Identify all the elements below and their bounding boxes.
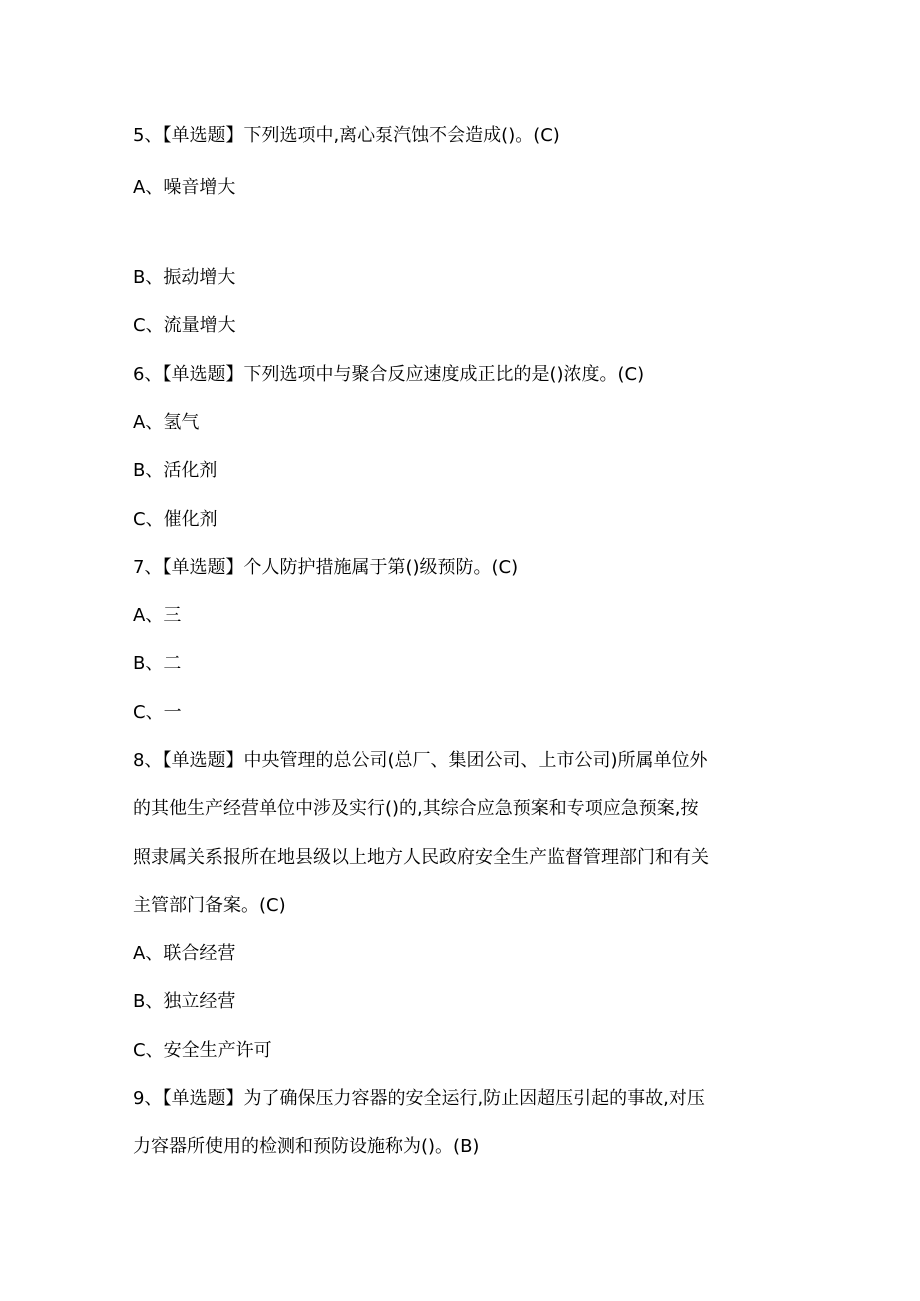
- question-6-option-b: B、活化剂: [133, 460, 218, 481]
- question-8-text-line-2: 的其他生产经营单位中涉及实行()的,其综合应急预案和专项应急预案,按: [133, 798, 699, 819]
- question-8-text-line-3: 照隶属关系报所在地县级以上地方人民政府安全生产监督管理部门和有关: [133, 847, 709, 868]
- question-5-option-c: C、流量增大: [133, 315, 236, 336]
- question-7-option-b: B、二: [133, 653, 182, 674]
- question-7-option-c: C、一: [133, 702, 182, 723]
- question-6-option-c: C、催化剂: [133, 509, 218, 530]
- question-5-option-b: B、振动增大: [133, 267, 236, 288]
- question-5-option-a: A、噪音增大: [133, 177, 236, 198]
- question-8-option-b: B、独立经营: [133, 991, 236, 1012]
- question-6-option-a: A、氢气: [133, 412, 200, 433]
- question-8-option-a: A、联合经营: [133, 943, 236, 964]
- question-9-text-line-1: 9、【单选题】为了确保压力容器的安全运行,防止因超压引起的事故,对压: [133, 1088, 705, 1109]
- question-5-text: 5、【单选题】下列选项中,离心泵汽蚀不会造成()。(C): [133, 125, 560, 146]
- question-6-text: 6、【单选题】下列选项中与聚合反应速度成正比的是()浓度。(C): [133, 364, 645, 385]
- question-8-text-line-4: 主管部门备案。(C): [133, 895, 286, 916]
- question-8-text-line-1: 8、【单选题】中央管理的总公司(总厂、集团公司、上市公司)所属单位外: [133, 750, 708, 771]
- question-7-option-a: A、三: [133, 605, 182, 626]
- question-9-text-line-2: 力容器所使用的检测和预防设施称为()。(B): [133, 1136, 480, 1157]
- question-7-text: 7、【单选题】个人防护措施属于第()级预防。(C): [133, 557, 519, 578]
- question-8-option-c: C、安全生产许可: [133, 1040, 272, 1061]
